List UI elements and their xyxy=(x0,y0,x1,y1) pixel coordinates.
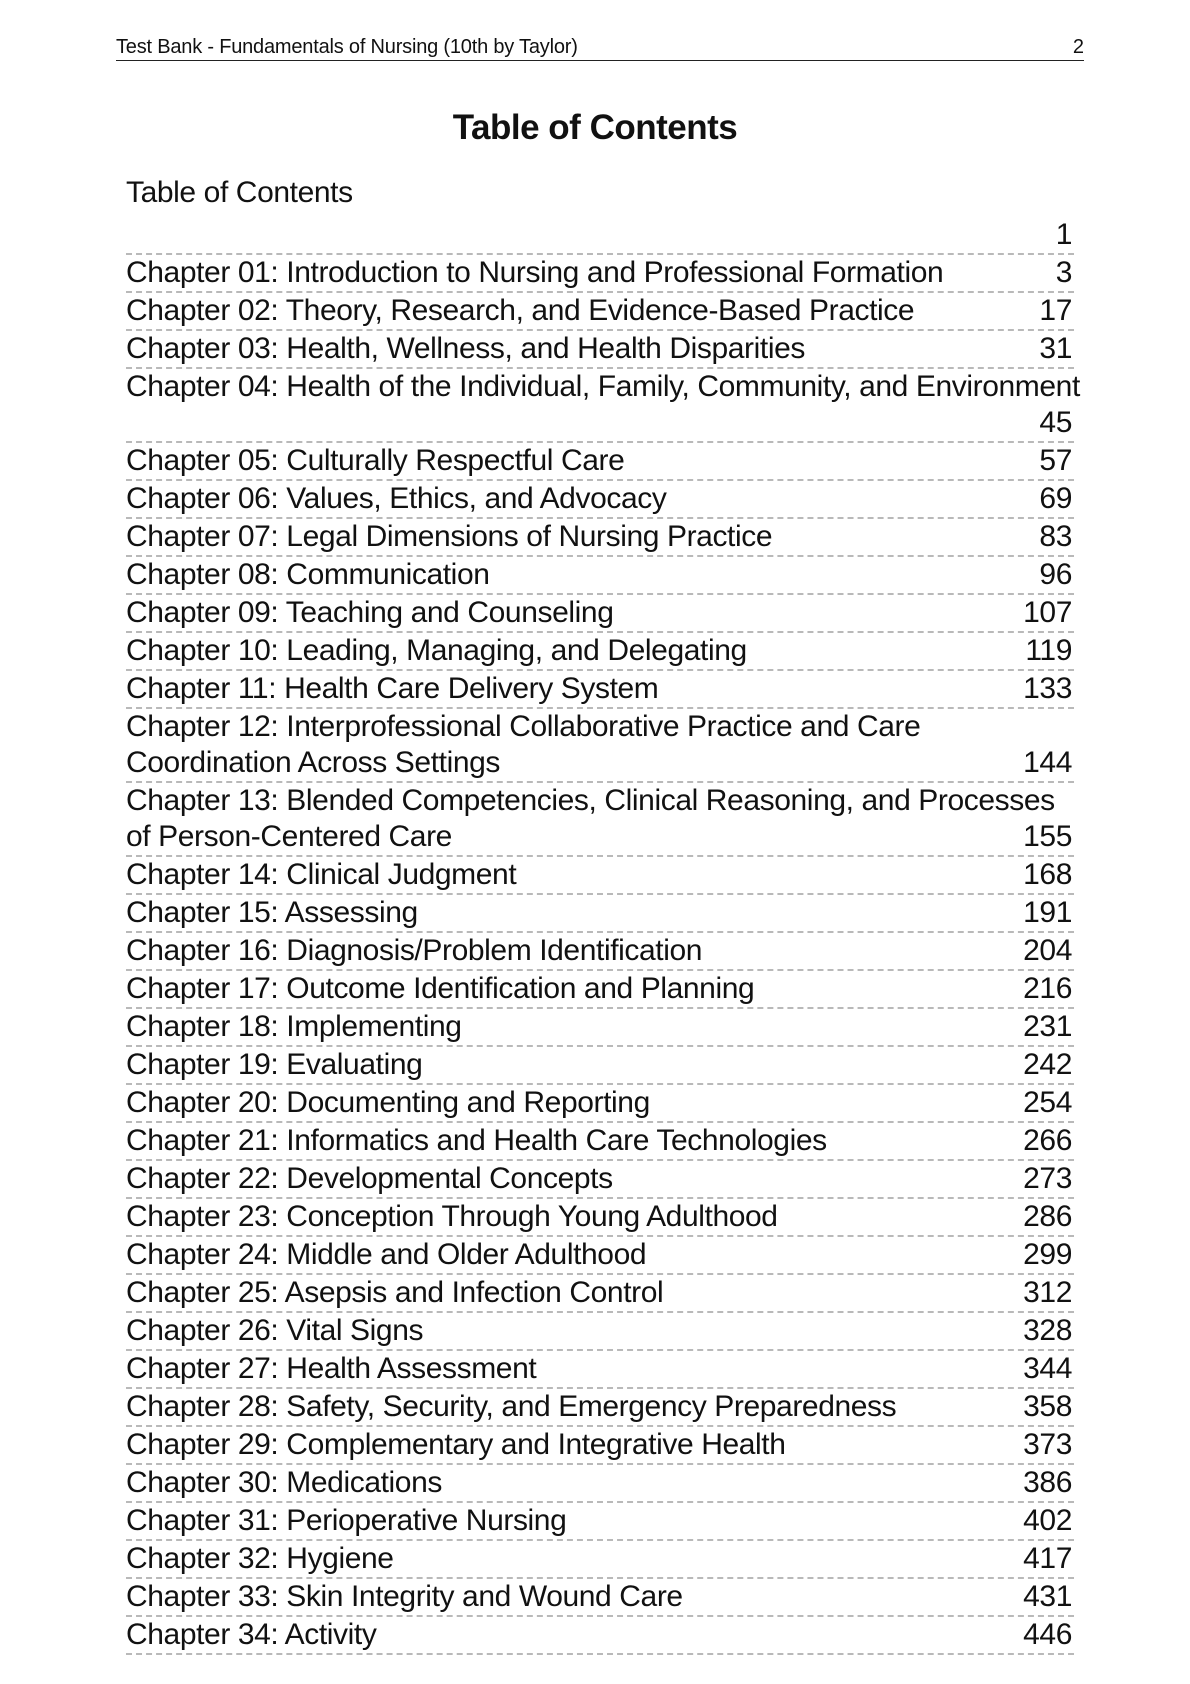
toc-entry-line xyxy=(126,443,1074,479)
toc-entry-line xyxy=(126,1313,1074,1349)
toc-entry-page: 57 xyxy=(1039,444,1072,477)
toc-entry-title: Chapter 25: Asepsis and Infection Control xyxy=(126,1276,664,1309)
toc-entry-title: Chapter 33: Skin Integrity and Wound Care xyxy=(126,1580,683,1613)
toc-entry[interactable] xyxy=(126,369,1080,443)
toc-entry[interactable] xyxy=(126,557,1074,595)
toc-entry-page: 83 xyxy=(1039,520,1072,553)
toc-entry[interactable] xyxy=(126,481,1074,519)
toc-entry-title: Chapter 13: Blended Competencies, Clinical Reasoning, and Processes xyxy=(126,784,1055,817)
toc-entry[interactable] xyxy=(126,671,1074,709)
toc-entry-line xyxy=(126,933,1074,969)
toc-entry[interactable] xyxy=(126,1161,1074,1199)
toc-entry-line xyxy=(126,405,1074,441)
toc-entry-title: Chapter 18: Implementing xyxy=(126,1010,462,1043)
toc-entry-title: Chapter 16: Diagnosis/Problem Identification xyxy=(126,934,703,967)
toc-entry[interactable] xyxy=(126,895,1074,933)
toc-entry[interactable] xyxy=(126,1617,1074,1655)
toc-entry-line xyxy=(126,519,1074,555)
toc-entry[interactable] xyxy=(126,633,1074,671)
toc-entry-page: 69 xyxy=(1039,482,1072,515)
toc-entry-page: 266 xyxy=(1023,1124,1072,1157)
toc-entry-title: Chapter 20: Documenting and Reporting xyxy=(126,1086,650,1119)
toc-entry[interactable] xyxy=(126,709,1074,783)
toc-entry[interactable] xyxy=(126,519,1074,557)
toc-entry-line xyxy=(126,1275,1074,1311)
toc-entry-title: Chapter 01: Introduction to Nursing and Professional Formation xyxy=(126,256,944,289)
toc-entry-page: 286 xyxy=(1023,1200,1072,1233)
toc-entry-title: Chapter 15: Assessing xyxy=(126,896,418,929)
toc-entry-title: Chapter 24: Middle and Older Adulthood xyxy=(126,1238,647,1271)
toc-entry-line xyxy=(126,1465,1074,1501)
toc-entry-line xyxy=(126,857,1074,893)
toc-entry[interactable] xyxy=(126,293,1074,331)
toc-entry-page: 446 xyxy=(1023,1618,1072,1651)
toc-entry[interactable] xyxy=(126,1427,1074,1465)
toc-entry-page: 144 xyxy=(1023,746,1072,779)
toc-entry-page: 17 xyxy=(1039,294,1072,327)
toc-entry-title: Chapter 09: Teaching and Counseling xyxy=(126,596,614,629)
toc-entry[interactable] xyxy=(126,1199,1074,1237)
toc-entry-line xyxy=(126,895,1074,931)
toc-entry-line xyxy=(126,255,1074,291)
toc-entry-line xyxy=(126,331,1074,367)
toc-entry-title: of Person-Centered Care xyxy=(126,820,452,853)
toc-entry-page: 3 xyxy=(1055,256,1072,289)
toc-entry-line xyxy=(126,176,1074,217)
toc-entry-line xyxy=(126,1237,1074,1273)
toc-entry-page: 386 xyxy=(1023,1466,1072,1499)
toc-entry-title: Chapter 06: Values, Ethics, and Advocacy xyxy=(126,482,667,515)
toc-entry-page: 231 xyxy=(1023,1010,1072,1043)
toc-entry-page: 31 xyxy=(1039,332,1072,365)
toc-entry-title: Chapter 28: Safety, Security, and Emergency Preparedness xyxy=(126,1390,897,1423)
toc-entry[interactable] xyxy=(126,1123,1074,1161)
toc-entry-page: 254 xyxy=(1023,1086,1072,1119)
header-page-number: 2 xyxy=(1072,36,1084,58)
toc-entry-line xyxy=(126,1351,1074,1387)
toc-entry-page: 191 xyxy=(1023,896,1072,929)
toc-entry-page: 216 xyxy=(1023,972,1072,1005)
toc-entry-title: Chapter 23: Conception Through Young Adulthood xyxy=(126,1200,778,1233)
toc-entry-line xyxy=(126,595,1074,631)
toc-entry-page: 299 xyxy=(1023,1238,1072,1271)
toc-entry-line xyxy=(126,1427,1074,1463)
toc-entry-title: Chapter 05: Culturally Respectful Care xyxy=(126,444,625,477)
toc-entry-page: 328 xyxy=(1023,1314,1072,1347)
toc-entry-page: 119 xyxy=(1025,634,1072,667)
toc-entry-line xyxy=(126,293,1074,329)
toc-entry-title: Coordination Across Settings xyxy=(126,746,501,779)
toc-entry[interactable] xyxy=(126,255,1074,293)
toc-entry-line xyxy=(126,1123,1074,1159)
toc-entry[interactable] xyxy=(126,783,1074,857)
toc-entry-title: Chapter 26: Vital Signs xyxy=(126,1314,424,1347)
toc-entry-line xyxy=(126,1389,1074,1425)
toc-entry-page: 133 xyxy=(1023,672,1072,705)
toc-entry-line xyxy=(126,1199,1074,1235)
toc-entry-page: 312 xyxy=(1023,1276,1072,1309)
toc-entry-line xyxy=(126,217,1074,253)
toc-entry-line xyxy=(126,971,1074,1007)
toc-entry-page: 242 xyxy=(1023,1048,1072,1081)
toc-entry-page: 155 xyxy=(1023,820,1072,853)
toc-entry-page: 107 xyxy=(1023,596,1072,629)
toc-entry[interactable] xyxy=(126,1541,1074,1579)
toc-entry-title: Chapter 32: Hygiene xyxy=(126,1542,394,1575)
toc-entry-line xyxy=(126,481,1074,517)
toc-entry-title: Chapter 14: Clinical Judgment xyxy=(126,858,517,891)
toc-entry[interactable] xyxy=(126,176,1074,255)
toc-list xyxy=(126,176,1080,1655)
toc-entry[interactable] xyxy=(126,1047,1074,1085)
toc-entry[interactable] xyxy=(126,971,1074,1009)
toc-entry[interactable] xyxy=(126,1503,1074,1541)
toc-entry-title: Chapter 27: Health Assessment xyxy=(126,1352,537,1385)
toc-entry-page: 358 xyxy=(1023,1390,1072,1423)
toc-entry-title: Chapter 12: Interprofessional Collaborative Practice and Care xyxy=(126,710,921,743)
toc-entry[interactable] xyxy=(126,331,1074,369)
toc-entry-page: 344 xyxy=(1023,1352,1072,1385)
toc-entry-page: 204 xyxy=(1023,934,1072,967)
toc-entry[interactable] xyxy=(126,1351,1074,1389)
toc-entry-page: 417 xyxy=(1023,1542,1072,1575)
toc-entry-line xyxy=(126,671,1074,707)
toc-entry-line xyxy=(126,745,1074,781)
toc-entry-title: Table of Contents xyxy=(126,176,353,209)
toc-entry[interactable] xyxy=(126,933,1074,971)
toc-entry[interactable] xyxy=(126,1389,1074,1427)
toc-entry[interactable] xyxy=(126,443,1074,481)
toc-entry-title: Chapter 04: Health of the Individual, Family, Community, and Environment xyxy=(126,370,1080,403)
toc-entry-page: 1 xyxy=(1055,218,1072,251)
toc-entry-page: 96 xyxy=(1039,558,1072,591)
toc-entry-title: Chapter 22: Developmental Concepts xyxy=(126,1162,613,1195)
toc-entry[interactable] xyxy=(126,1085,1074,1123)
page-header xyxy=(116,34,1084,61)
toc-entry-title: Chapter 17: Outcome Identification and Planning xyxy=(126,972,755,1005)
toc-entry-title: Chapter 08: Communication xyxy=(126,558,490,591)
toc-entry-title: Chapter 29: Complementary and Integrative Health xyxy=(126,1428,786,1461)
toc-entry-title: Chapter 03: Health, Wellness, and Health Disparities xyxy=(126,332,806,365)
toc-entry[interactable] xyxy=(126,1313,1074,1351)
toc-entry-page: 45 xyxy=(1039,406,1072,439)
toc-entry-page: 402 xyxy=(1023,1504,1072,1537)
toc-entry-title: Chapter 21: Informatics and Health Care Technologies xyxy=(126,1124,827,1157)
toc-entry-title: Chapter 19: Evaluating xyxy=(126,1048,423,1081)
toc-entry-line xyxy=(126,1503,1074,1539)
toc-entry[interactable] xyxy=(126,1009,1074,1047)
toc-entry-line xyxy=(126,1009,1074,1045)
toc-entry-title: Chapter 07: Legal Dimensions of Nursing Practice xyxy=(126,520,773,553)
toc-entry-line xyxy=(126,1161,1074,1197)
toc-entry-line xyxy=(126,819,1074,855)
toc-entry-line xyxy=(126,1617,1074,1653)
toc-entry-line xyxy=(126,1085,1074,1121)
toc-entry-title: Chapter 10: Leading, Managing, and Delegating xyxy=(126,634,747,667)
toc-entry-line xyxy=(126,1541,1074,1577)
toc-entry-line xyxy=(126,633,1074,669)
toc-entry[interactable] xyxy=(126,1465,1074,1503)
toc-entry-title: Chapter 30: Medications xyxy=(126,1466,442,1499)
toc-entry-title: Chapter 34: Activity xyxy=(126,1618,377,1651)
toc-entry-line xyxy=(126,1579,1074,1615)
header-document-title: Test Bank - Fundamentals of Nursing (10th by Taylor) xyxy=(116,36,578,58)
toc-entry[interactable] xyxy=(126,1579,1074,1617)
toc-entry-line xyxy=(126,557,1074,593)
toc-entry-page: 273 xyxy=(1023,1162,1072,1195)
toc-entry-line xyxy=(126,783,1074,819)
toc-entry-line xyxy=(126,1047,1074,1083)
toc-entry-page: 431 xyxy=(1023,1580,1072,1613)
toc-entry-title: Chapter 11: Health Care Delivery System xyxy=(126,672,659,705)
toc-entry[interactable] xyxy=(126,857,1074,895)
page-title: Table of Contents xyxy=(452,108,738,147)
toc-entry-page: 168 xyxy=(1023,858,1072,891)
toc-entry[interactable] xyxy=(126,595,1074,633)
toc-entry-page: 373 xyxy=(1023,1428,1072,1461)
toc-entry[interactable] xyxy=(126,1237,1074,1275)
toc-entry-line xyxy=(126,369,1080,405)
toc-entry-title: Chapter 02: Theory, Research, and Evidence-Based Practice xyxy=(126,294,915,327)
toc-entry[interactable] xyxy=(126,1275,1074,1313)
toc-entry-title: Chapter 31: Perioperative Nursing xyxy=(126,1504,567,1537)
toc-entry-line xyxy=(126,709,1074,745)
